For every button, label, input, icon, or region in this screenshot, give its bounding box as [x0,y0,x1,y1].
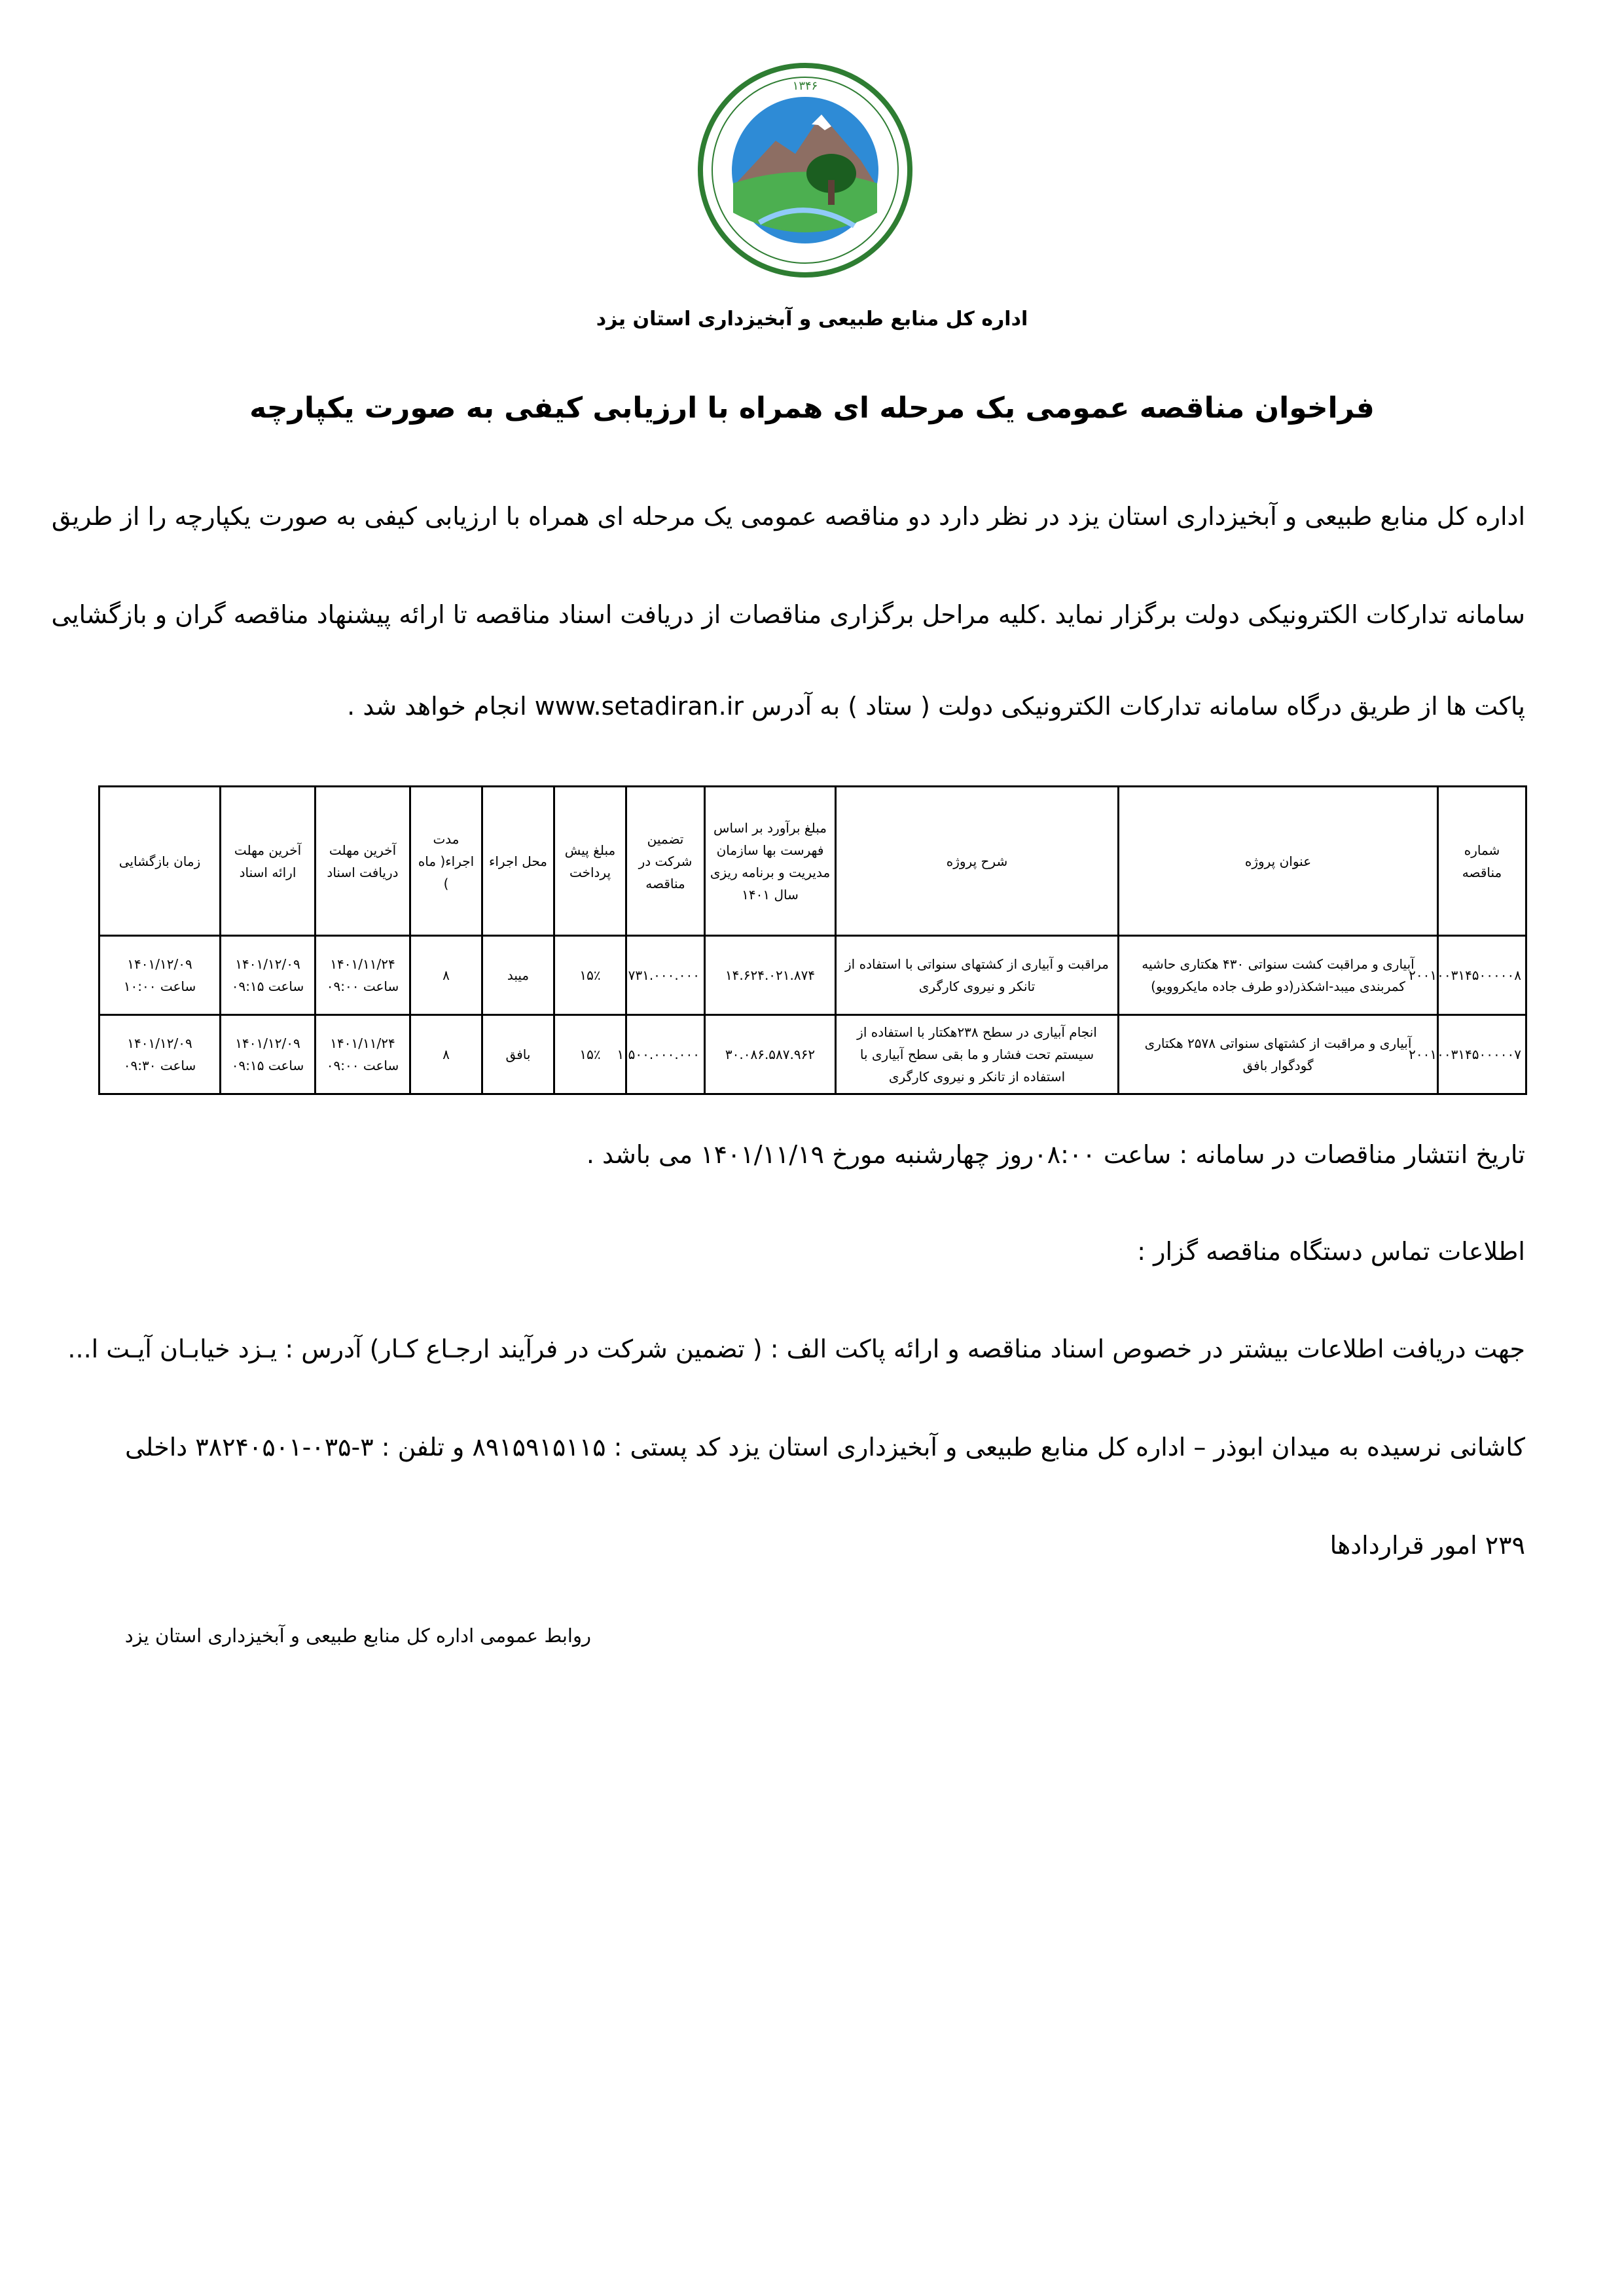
intro-line-1: اداره کل منابع طبیعی و آبخیزداری استان یزد در نظر دارد دو مناقصه عمومی یک مرحله ای همراه با ارزیابی کیفی به صورت یکپارچه را از طریق [51,502,1525,531]
cell-submit-deadline [221,1015,316,1094]
tender-table [98,785,1527,1095]
receive-time: ساعت ۰۹:۰۰ [326,1058,399,1073]
cell-receive-deadline [316,1015,410,1094]
header-project-title: عنوان پروژه [1119,787,1438,936]
cell-estimate: ۱۴.۶۲۴.۰۲۱.۸۷۴ [705,936,836,1015]
receive-time: ساعت ۰۹:۰۰ [326,978,399,994]
cell-location: میبد [482,936,554,1015]
cell-prepayment: ۱۵٪ [554,1015,626,1094]
cell-guarantee: ۱.۵۰۰.۰۰۰.۰۰۰ [626,1015,705,1094]
contact-line-1: جهت دریافت اطلاعات بیشتر در خصوص اسناد مناقصه و ارائه پاکت الف : ( تضمین شرکت در فرآیند ارجـاع کـار) آدرس : یـزد خیابـان آیـت ا... [67,1335,1525,1363]
header-submit-deadline: آخرین مهلت ارائه اسناد [221,787,316,936]
logo-year: ۱۳۴۶ [792,79,818,93]
organization-name: اداره کل منابع طبیعی و آبخیزداری استان یزد [596,308,1028,331]
cell-estimate: ۳۰.۰۸۶.۵۸۷.۹۶۲ [705,1015,836,1094]
submit-date: ۱۴۰۱/۱۲/۰۹ [235,1035,300,1051]
table-header-row [99,787,1526,936]
submit-time: ساعت ۰۹:۱۵ [231,1058,304,1073]
intro-paragraph [51,502,1525,721]
organization-logo-icon [697,62,913,278]
header-guarantee: تضمین شرکت در مناقصه [626,787,705,936]
cell-receive-deadline [316,936,410,1015]
receive-date: ۱۴۰۱/۱۱/۲۴ [330,1035,395,1051]
header-opening-time: زمان بازگشایی [99,787,221,936]
header-estimate: مبلغ برآورد بر اساس فهرست بها سازمان مدیریت و برنامه ریزی سال ۱۴۰۱ [705,787,836,936]
cell-prepayment: ۱۵٪ [554,936,626,1015]
public-relations-signature: روابط عمومی اداره کل منابع طبیعی و آبخیزداری استان یزد [124,1624,591,1647]
cell-duration: ۸ [410,936,482,1015]
intro-line-3: پاکت ها از طریق درگاه سامانه تدارکات الکترونیکی دولت ( ستاد ) به آدرس www.setadiran.ir انجام خواهد شد . [347,692,1525,721]
header-tender-number: شماره مناقصه [1438,787,1526,936]
header-prepayment: مبلغ پیش پرداخت [554,787,626,936]
contact-heading: اطلاعات تماس دستگاه مناقصه گزار : [1137,1237,1525,1266]
cell-project-description: انجام آبیاری در سطح ۲۳۸هکتار با استفاده از سیستم تحت فشار و ما بقی سطح آبیاری با استفاده از تانکر و نیروی کارگری [836,1015,1119,1094]
contact-paragraph [67,1335,1525,1560]
cell-tender-number: ۲۰۰۱۰۰۳۱۴۵۰۰۰۰۰۸ [1438,936,1526,1015]
cell-project-description: مراقبت و آبیاری از کشتهای سنواتی با استفاده از تانکر و نیروی کارگری [836,936,1119,1015]
cell-opening-time [99,1015,221,1094]
page-title: فراخوان مناقصه عمومی یک مرحله ای همراه با ارزیابی کیفی به صورت یکپارچه [249,391,1375,425]
cell-project-title: آبیاری و مراقبت از کشتهای سنواتی ۲۵۷۸ هکتاری گودگوار بافق [1119,1015,1438,1094]
submit-date: ۱۴۰۱/۱۲/۰۹ [235,956,300,972]
opening-hour: ساعت ۰۹:۳۰ [123,1058,196,1073]
cell-duration: ۸ [410,1015,482,1094]
cell-project-title: آبیاری و مراقبت کشت سنواتی ۴۳۰ هکتاری حاشیه کمربندی میبد-اشکذر(دو طرف جاده مایکروویو) [1119,936,1438,1015]
cell-tender-number: ۲۰۰۱۰۰۳۱۴۵۰۰۰۰۰۷ [1438,1015,1526,1094]
table-row [99,936,1526,1015]
cell-opening-time [99,936,221,1015]
opening-hour: ساعت ۱۰:۰۰ [123,978,196,994]
receive-date: ۱۴۰۱/۱۱/۲۴ [330,956,395,972]
intro-line-2: سامانه تدارکات الکترونیکی دولت برگزار نماید .کلیه مراحل برگزاری مناقصات از دریافت اسناد مناقصه تا ارائه پیشنهاد مناقصه گران و بازگشایی [51,600,1525,629]
header-receive-deadline: آخرین مهلت دریافت اسناد [316,787,410,936]
submit-time: ساعت ۰۹:۱۵ [231,978,304,994]
opening-date: ۱۴۰۱/۱۲/۰۹ [127,1035,192,1051]
contact-line-3: ۲۳۹ امور قراردادها [1329,1531,1525,1560]
table-row [99,1015,1526,1094]
header-duration: مدت اجراء( ماه ) [410,787,482,936]
contact-line-2: کاشانی نرسیده به میدان ابوذر – اداره کل منابع طبیعی و آبخیزداری استان یزد کد پستی : ۸۹۱۵۹۱۵۱۱۵ و تلفن : ۳-۰۳۵-۳۸۲۴۰۵۰۱ داخلی [124,1433,1525,1462]
cell-location: بافق [482,1015,554,1094]
cell-guarantee: ۷۳۱.۰۰۰.۰۰۰ [626,936,705,1015]
opening-date: ۱۴۰۱/۱۲/۰۹ [127,956,192,972]
header-location: محل اجراء [482,787,554,936]
cell-submit-deadline [221,936,316,1015]
header-project-description: شرح پروژه [836,787,1119,936]
publish-date-line: تاریخ انتشار مناقصات در سامانه : ساعت ۰۸:۰۰روز چهارشنبه مورخ ۱۴۰۱/۱۱/۱۹ می باشد . [586,1140,1525,1169]
